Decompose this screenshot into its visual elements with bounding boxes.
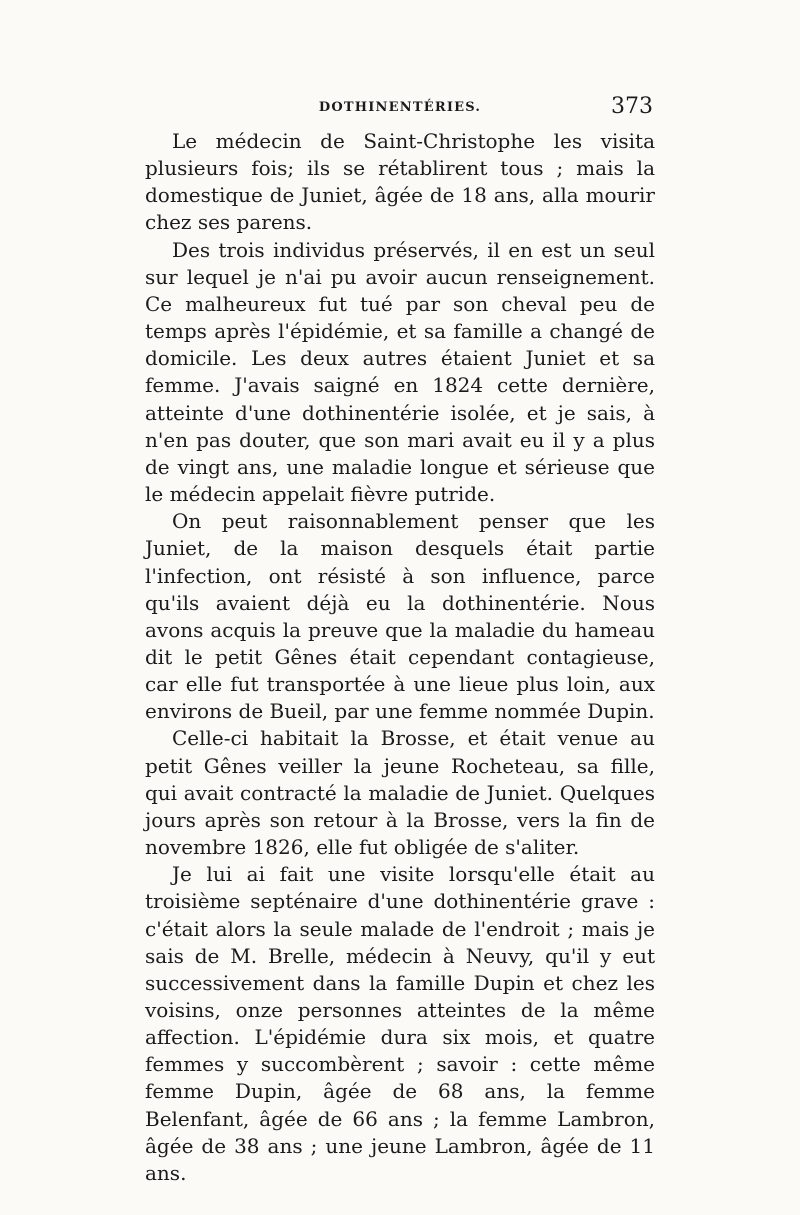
paragraph-2: Des trois individus préservés, il en est un seul sur lequel je n'ai pu avoir aucun renseignement. Ce malheureux fut tué par son cheval peu de temps après l'épidémie, et sa famille a changé de domicile. Les deux autres étaient Juniet et sa femme. J'avais saigné en 1824 cette dernière, atteinte d'une dothinentérie isolée, et je sais, à n'en pas douter, que son mari avait eu il y a plus de vingt ans, une maladie longue et sérieuse que le médecin appelait fièvre putride.	[145, 237, 655, 507]
page-number: 373	[611, 94, 653, 119]
running-title: DOTHINENTÉRIES.	[318, 100, 482, 115]
paragraph-3: On peut raisonnablement penser que les Juniet, de la maison desquels était partie l'infection, ont résisté à son influence, parce qu'ils avaient déjà eu la dothinentérie. Nous avons acquis la preuve que la maladie du hameau dit le petit Gênes était cependant contagieuse, car elle fut transportée à une lieue plus loin, aux environs de Bueil, par une femme nommée Dupin.	[145, 509, 655, 724]
running-head	[145, 94, 655, 124]
paragraph-5: Je lui ai fait une visite lorsqu'elle était au troisième septénaire d'une dothinentérie grave : c'était alors la seule malade de l'endroit ; mais je sais de M. Brelle, médecin à Neuvy, qu'il y eut successivement dans la famille Dupin et chez les voisins, onze personnes atteintes de la même affection. L'épidémie dura six mois, et quatre femmes y succombèrent ; savoir : cette même femme Dupin, âgée de 68 ans, la femme Belenfant, âgée de 66 ans ; la femme Lambron, âgée de 38 ans ; une jeune Lambron, âgée de 11 ans.	[145, 862, 655, 1185]
body-text	[145, 128, 655, 1187]
paragraph-1: Le médecin de Saint-Christophe les visita plusieurs fois; ils se rétablirent tous ; mais la domestique de Juniet, âgée de 18 ans, alla mourir chez ses parens.	[145, 129, 655, 235]
paragraph-4: Celle-ci habitait la Brosse, et était venue au petit Gênes veiller la jeune Rocheteau, sa fille, qui avait contracté la maladie de Juniet. Quelques jours après son retour à la Brosse, vers la fin de novembre 1826, elle fut obligée de s'aliter.	[145, 726, 655, 860]
